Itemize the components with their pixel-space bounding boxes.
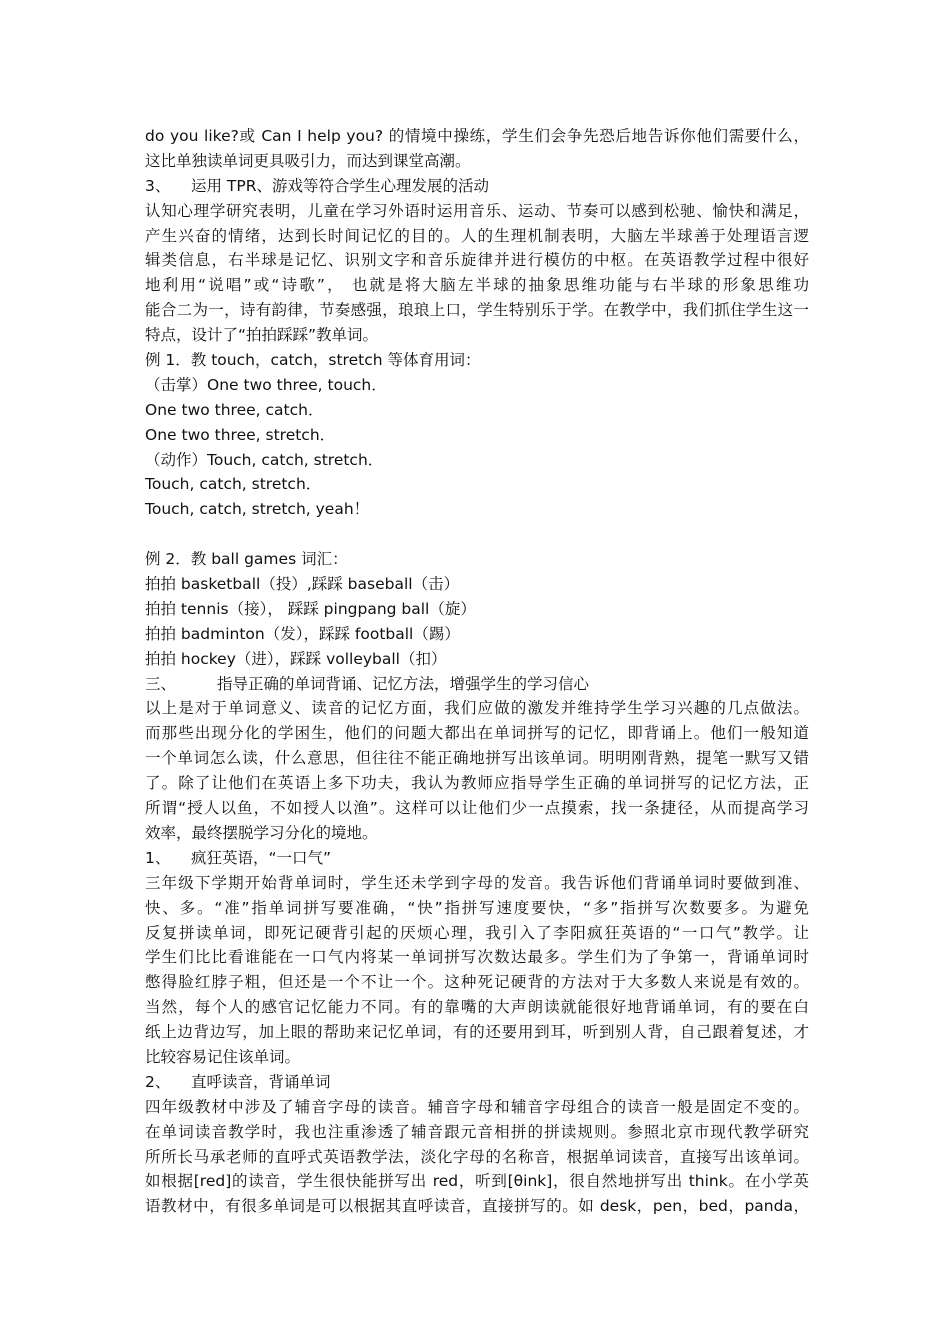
heading-number: 1、: [145, 848, 171, 867]
paragraph-line: 一个单词怎么读，什么意思，但往往不能正确地拼写出该单词。明明刚背熟，提笔一默写又错: [145, 749, 809, 768]
document-body: [145, 124, 809, 1219]
paragraph-line: 反复拼读单词，即死记硬背引起的厌烦心理，我引入了李阳疯狂英语的“一口气”教学。让: [145, 923, 809, 942]
chant-line: Touch, catch, stretch．: [145, 475, 322, 494]
paragraph-line: 快、多。“准”指单词拼写要准确，“快”指拼写速度要快，“多”指拼写次数要多。为避免: [145, 898, 809, 917]
paragraph-line: 了。除了让他们在英语上多下功夫，我认为教师应指导学生正确的单词拼写的记忆方法，正: [145, 774, 809, 793]
paragraph-line: 当然，每个人的感官记忆能力不同。有的靠嘴的大声朗读就能很好地背诵单词，有的要在白: [145, 998, 809, 1017]
heading-text: 运用 TPR、游戏等符合学生心理发展的活动: [191, 176, 490, 195]
paragraph-line: 特点，设计了“拍拍踩踩”教单词。: [145, 326, 379, 345]
chant-line: One two three, stretch．: [145, 425, 336, 444]
chant-line: 拍拍 tennis（接）， 踩踩 pingpang ball（旋）: [145, 599, 476, 618]
paragraph-line: 学生们比比看谁能在一口气内将某一单词拼写次数达最多。学生们为了争第一，背诵单词时: [145, 948, 809, 967]
paragraph-line: 这比单独读单词更具吸引力，而达到课堂高潮。: [145, 151, 471, 170]
chant-line: 拍拍 hockey（进），踩踩 volleyball（扣）: [145, 649, 447, 668]
paragraph-line: 能合二为一，诗有韵律，节奏感强，琅琅上口，学生特别乐于学。在教学中，我们抓住学生这一: [145, 301, 809, 320]
paragraph-line: 认知心理学研究表明，儿童在学习外语时运用音乐、运动、节奏可以感到松驰、愉快和满足，: [145, 201, 809, 220]
heading-text: 指导正确的单词背诵、记忆方法，增强学生的学习信心: [217, 674, 590, 693]
paragraph-line: 如根据[red]的读音，学生很快能拼写出 red，听到[θink]，很自然地拼写出 think。在小学英: [145, 1172, 809, 1191]
paragraph-line: 以上是对于单词意义、读音的记忆方面，我们应做的激发并维持学生学习兴趣的几点做法。: [145, 699, 809, 718]
chant-line: 拍拍 basketball（投）,踩踩 baseball（击）: [145, 575, 460, 594]
paragraph-line: 所谓“授人以鱼，不如授人以渔”。这样可以让他们少一点摸索，找一条捷径，从而提高学习: [145, 799, 809, 818]
heading-number: 2、: [145, 1072, 171, 1091]
paragraph-line: 在单词读音教学时，我也注重渗透了辅音跟元音相拼的拼读规则。参照北京市现代教学研究: [145, 1122, 809, 1141]
paragraph-line: do you like?或 Can I help you? 的情境中操练，学生们会争先恐后地告诉你他们需要什么，: [145, 127, 809, 145]
paragraph-line: 地利用“说唱”或“诗歌”， 也就是将大脑左半球的抽象思维功能与右半球的形象思维功: [145, 276, 809, 295]
chant-line: Touch, catch, stretch, yeah！: [145, 500, 370, 519]
paragraph-line: 比较容易记住该单词。: [145, 1047, 301, 1066]
heading-number: 三、: [145, 674, 177, 693]
section-heading-2: [145, 1070, 809, 1095]
paragraph-line: 纸上边背边写，加上眼的帮助来记忆单词，有的还要用到耳，听到别人背，自己跟着复述，才: [145, 1023, 809, 1042]
heading-number: 3、: [145, 176, 171, 195]
chant-line: （动作）Touch, catch, stretch．: [145, 450, 384, 469]
blank-line: [145, 522, 809, 547]
paragraph-line: 效率，最终摆脱学习分化的境地。: [145, 823, 378, 842]
paragraph-line: 语教材中，有很多单词是可以根据其直呼读音，直接拼写的。如 desk，pen，bed，panda，: [145, 1197, 809, 1216]
paragraph-line: 三年级下学期开始背单词时，学生还未学到字母的发音。我告诉他们背诵单词时要做到准、: [145, 873, 809, 892]
example-heading-1: 例 1．教 touch，catch，stretch 等体育用词：: [145, 351, 481, 370]
section-heading-1: [145, 846, 809, 871]
paragraph-line: 产生兴奋的情绪，达到长时间记忆的目的。人的生理机制表明，大脑左半球善于处理语言逻: [145, 226, 809, 245]
paragraph-line: 辑类信息，右半球是记忆、识别文字和音乐旋律并进行模仿的中枢。在英语教学过程中很好: [145, 251, 809, 270]
chant-line: （击掌）One two three, touch．: [145, 375, 387, 394]
chant-line: One two three, catch．: [145, 400, 324, 419]
section-heading-3: [145, 174, 809, 199]
paragraph-line: 憋得脸红脖子粗，但还是一个不让一个。这种死记硬背的方法对于大多数人来说是有效的。: [145, 973, 809, 992]
chant-line: 拍拍 badminton（发），踩踩 football（踢）: [145, 624, 460, 643]
heading-text: 疯狂英语，“一口气”: [191, 848, 332, 867]
section-heading-three: [145, 672, 809, 697]
example-heading-2: 例 2．教 ball games 词汇：: [145, 550, 348, 569]
paragraph-line: 而那些出现分化的学困生，他们的问题大都出在单词拼写的记忆，即背诵上。他们一般知道: [145, 724, 809, 743]
heading-text: 直呼读音，背诵单词: [191, 1072, 331, 1091]
paragraph-line: 四年级教材中涉及了辅音字母的读音。辅音字母和辅音字母组合的读音一般是固定不变的。: [145, 1097, 809, 1116]
paragraph-line: 所所长马承老师的直呼式英语教学法，淡化字母的名称音，根据单词读音，直接写出该单词。: [145, 1147, 809, 1166]
